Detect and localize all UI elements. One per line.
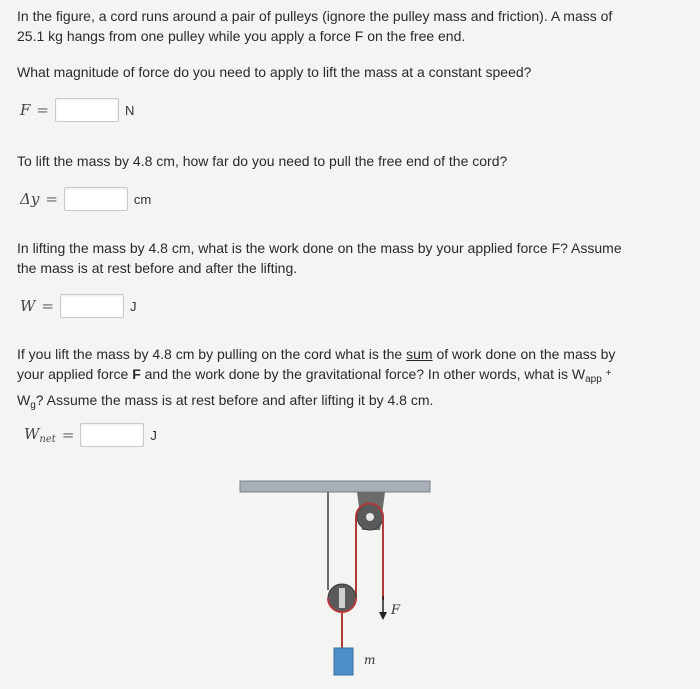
q2-question: To lift the mass by 4.8 cm, how far do you need to pull the free end of the cord? [17,153,508,169]
q3-unit: J [130,298,137,314]
force-arrow-head [379,612,387,620]
q4-plus: + [605,368,612,379]
q1-variable: F [20,101,31,119]
q2-equals: = [45,190,58,208]
q4-sum-underlined: sum [406,346,433,362]
q4-line1-rest: of work done on the mass by [436,346,616,362]
q3-text-line1: In lifting the mass by 4.8 cm, what is the work done on the mass by your applied force F? Assume [17,240,622,256]
ceiling-bar [240,481,430,492]
q4-force-bold: F [132,366,141,382]
q1-unit: N [125,102,135,118]
q3-equals: = [41,297,54,315]
q3-text-line2: the mass is at rest before and after the lifting. [17,260,298,276]
q1-text-line1: In the figure, a cord runs around a pair of pulleys (ignore the pulley mass and friction). A mass of [17,8,613,24]
q4-equals: = [61,426,75,444]
q4-g-subscript: g [30,400,36,411]
q1-equals: = [36,101,49,119]
q4-line3-a: W [17,392,31,408]
q2-unit: cm [133,191,152,207]
fixed-pulley-axle [366,513,374,521]
q1-text-line2: 25.1 kg hangs from one pulley while you apply a force F on the free end. [17,28,466,44]
q4-line1-text: If you lift the mass by 4.8 cm by pulling on the cord what is the [17,346,403,362]
q4-line2-a: your applied force [17,366,129,382]
q4-line2-b: and the work done by the gravitational force? In other words, what is W [144,366,586,382]
q3-variable: W [20,297,36,315]
q4-unit: J [150,427,157,443]
q2-variable: Δy [20,190,40,208]
q4-net-subscript: net [39,434,56,445]
force-label: F [391,603,401,618]
q4-app-subscript: app [585,374,602,385]
hanging-mass [334,648,353,675]
movable-pulley-axle [339,588,345,608]
mass-label: m [364,653,376,667]
q4-variable-w: W [24,425,40,443]
q4-line3-b: ? Assume the mass is at rest before and after lifting it by 4.8 cm. [35,392,434,408]
q1-question: What magnitude of force do you need to apply to lift the mass at a constant speed? [17,64,532,80]
